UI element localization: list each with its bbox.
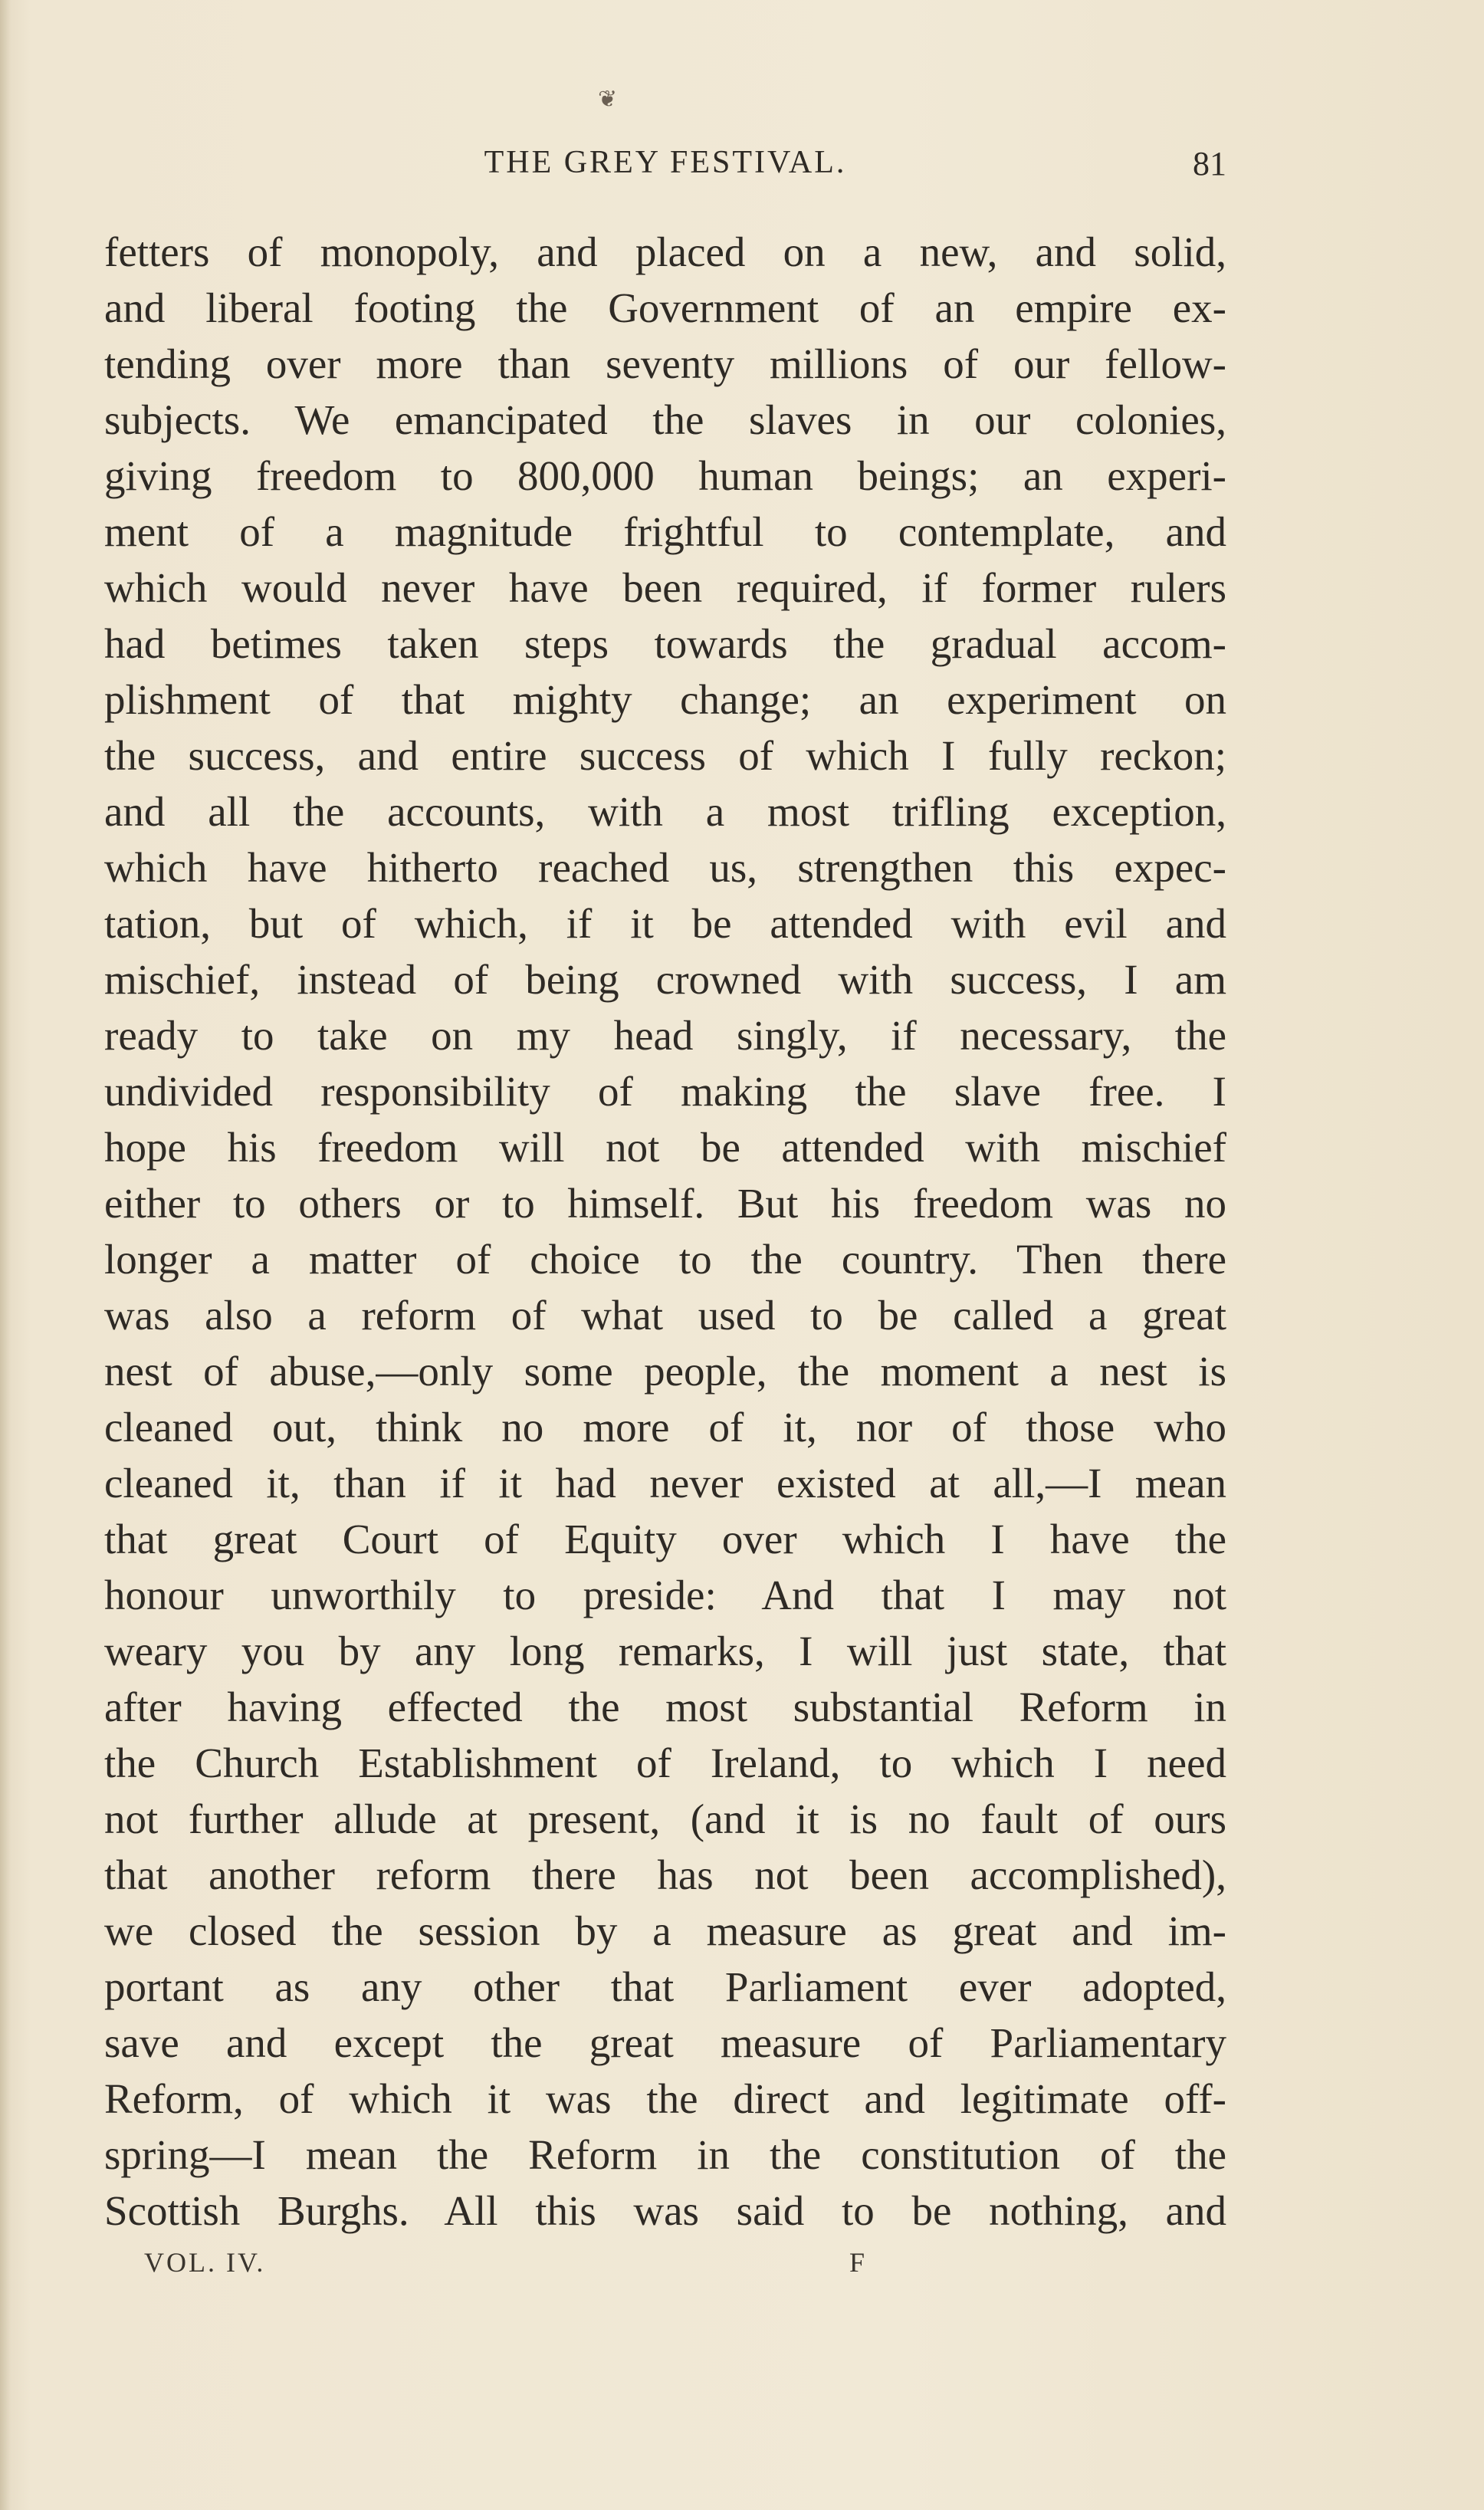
text-line: tation, but of which, if it be attended with evil and: [104, 900, 1226, 947]
ornament-mark: ❦: [598, 87, 618, 112]
text-line: not further allude at present, (and it is no fault of ours: [104, 1795, 1226, 1842]
text-line: undivided responsibility of making the slave free. I: [104, 1068, 1226, 1115]
text-line: that great Court of Equity over which I have the: [104, 1516, 1226, 1562]
text-line: longer a matter of choice to the country. Then there: [104, 1236, 1226, 1283]
text-line: and all the accounts, with a most trifling exception,: [104, 788, 1226, 835]
text-line: portant as any other that Parliament ever adopted,: [104, 1963, 1226, 2010]
volume-label: VOL. IV.: [144, 2247, 266, 2278]
text-line: was also a reform of what used to be called a great: [104, 1292, 1226, 1339]
signature-mark: F: [849, 2247, 868, 2278]
text-line: either to others or to himself. But his freedom was no: [104, 1180, 1226, 1227]
text-line: save and except the great measure of Parliamentary: [104, 2019, 1226, 2066]
text-line: cleaned out, think no more of it, nor of those who: [104, 1404, 1226, 1450]
text-line: the Church Establishment of Ireland, to which I need: [104, 1740, 1226, 1786]
text-line: mischief, instead of being crowned with success, I am: [104, 956, 1226, 1003]
text-line: spring—I mean the Reform in the constitution of the: [104, 2131, 1226, 2178]
text-line: weary you by any long remarks, I will just state, that: [104, 1628, 1226, 1674]
text-line: had betimes taken steps towards the gradual accom-: [104, 620, 1226, 667]
text-line: subjects. We emancipated the slaves in our colonies,: [104, 396, 1226, 443]
text-line: ready to take on my head singly, if necessary, the: [104, 1012, 1226, 1059]
text-line: tending over more than seventy millions of our fellow-: [104, 340, 1226, 387]
text-line: nest of abuse,—only some people, the moment a nest is: [104, 1348, 1226, 1395]
text-line: plishment of that mighty change; an experiment on: [104, 676, 1226, 723]
text-line: the success, and entire success of which I fully reckon;: [104, 732, 1226, 779]
text-line: giving freedom to 800,000 human beings; an experi-: [104, 452, 1226, 499]
text-line: that another reform there has not been accomplished),: [104, 1851, 1226, 1898]
text-line: Reform, of which it was the direct and legitimate off-: [104, 2075, 1226, 2122]
running-head: [104, 144, 1226, 190]
text-line: honour unworthily to preside: And that I may not: [104, 1572, 1226, 1618]
text-line: ment of a magnitude frightful to contemplate, and: [104, 508, 1226, 555]
body-text: [104, 224, 1226, 2239]
text-line: fetters of monopoly, and placed on a new, and solid,: [104, 228, 1226, 275]
text-line: cleaned it, than if it had never existed at all,—I mean: [104, 1460, 1226, 1506]
text-line: and liberal footing the Government of an empire ex-: [104, 284, 1226, 331]
text-line: which have hitherto reached us, strengthen this expec-: [104, 844, 1226, 891]
page-number: 81: [1193, 145, 1226, 182]
text-line: Scottish Burghs. All this was said to be nothing, and: [104, 2187, 1226, 2234]
text-line: after having effected the most substantial Reform in: [104, 1684, 1226, 1730]
running-head-title: THE GREY FESTIVAL.: [484, 145, 847, 180]
text-line: we closed the session by a measure as great and im-: [104, 1907, 1226, 1954]
page-footer: [144, 2246, 911, 2292]
text-line: hope his freedom will not be attended with mischief: [104, 1124, 1226, 1171]
text-line: which would never have been required, if former rulers: [104, 564, 1226, 611]
